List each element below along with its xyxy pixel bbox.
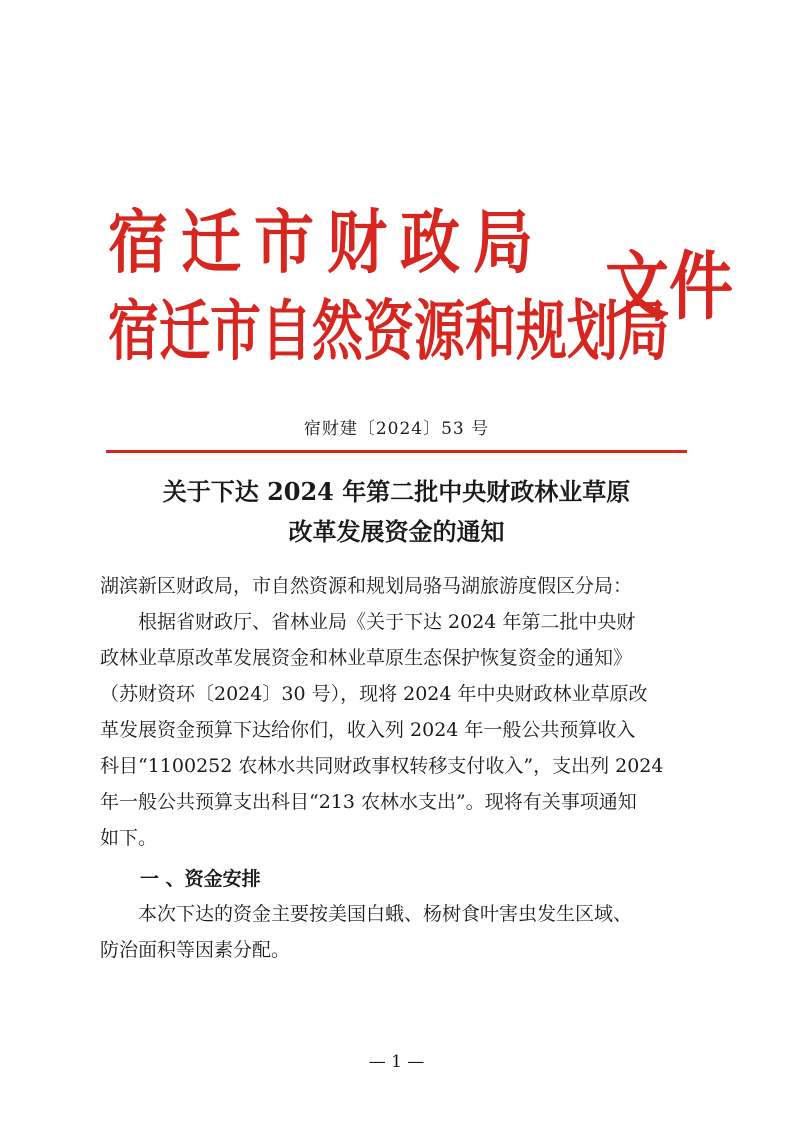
notice-title-line-2: 改革发展资金的通知	[288, 517, 505, 546]
paragraph-1-line-3: （苏财资环〔2024〕30 号），现将 2024 年中央财政林业草原改	[100, 683, 648, 705]
paragraph-1-line-7: 如下。	[100, 827, 158, 849]
paragraph-1-line-5: 科目“1100252 农林水共同财政事权转移支付收入”，支出列 2024	[100, 755, 664, 777]
addressee: 湖滨新区财政局，市自然资源和规划局骆马湖旅游度假区分局：	[100, 575, 633, 597]
red-divider	[106, 450, 687, 453]
section-1-heading: 一 、资金安排	[140, 868, 261, 890]
issuer-finance-bureau: 宿迁市财政局	[108, 202, 546, 284]
issuer-natural-resources-bureau: 宿迁市自然资源和规划局	[108, 294, 670, 371]
section-1-line-1: 本次下达的资金主要按美国白蛾、杨树食叶害虫发生区域、	[100, 903, 633, 925]
paragraph-1-line-6: 年一般公共预算支出科目“213 农林水支出”。现将有关事项通知	[100, 791, 637, 813]
letterhead	[108, 180, 733, 371]
paragraph-1-line-4: 革发展资金预算下达给你们，收入列 2024 年一般公共预算收入	[100, 719, 636, 741]
document-kind: 文件	[605, 245, 733, 331]
notice-title-line-1: 关于下达 2024 年第二批中央财政林业草原	[162, 477, 631, 506]
section-1-line-2: 防治面积等因素分配。	[100, 939, 291, 961]
paragraph-1-line-2: 政林业草原改革发展资金和林业草原生态保护恢复资金的通知》	[100, 647, 633, 669]
document-number: 宿财建〔2024〕53 号	[303, 419, 490, 439]
paragraph-1-line-1: 根据省财政厅、省林业局《关于下达 2024 年第二批中央财	[100, 611, 636, 633]
page-number: — 1 —	[368, 1052, 425, 1072]
